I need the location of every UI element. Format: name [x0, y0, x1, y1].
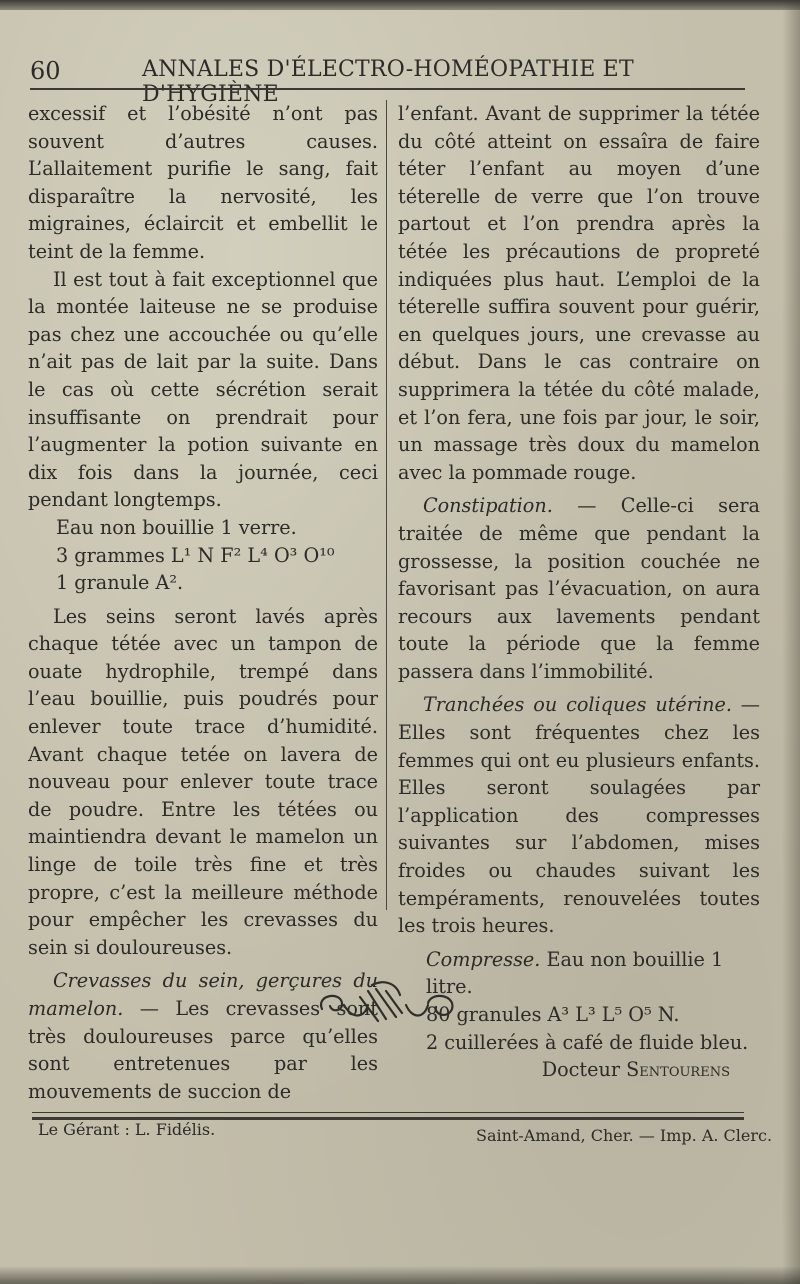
footer-rule: [32, 1112, 744, 1113]
signature: Docteur Sentourens: [541, 1058, 730, 1082]
page-top-shadow: [0, 0, 800, 10]
recipe-line: Eau non bouillie 1 verre.: [56, 515, 297, 539]
left-paragraph-2: Il est tout à fait exceptionnel que la montée laiteuse ne se produise pas chez une accouchée ou qu’elle n’ait pas de lait par la suite. Dans le cas où cette sécrétion serait insuffisante on prendrait pour l’augmenter la potion suivante en dix fois dans la journée, ceci pendant longtemps.: [28, 267, 378, 512]
publication-manager: Le Gérant : L. Fidélis.: [38, 1120, 216, 1139]
recipe-line: 80 granules A³ L³ L⁵ O⁵ N.: [426, 1003, 680, 1026]
page-number: 60: [30, 57, 61, 85]
page-right-shadow: [782, 0, 800, 1284]
right-paragraph-2: [398, 492, 760, 685]
recipe-title: Compresse.: [426, 947, 541, 971]
section-title-tranchees: Tranchées ou coliques utérine.: [422, 693, 732, 717]
right-paragraph-1: l’enfant. Avant de supprimer la tétée du côté atteint on essaîra de faire téter l’enfant au moyen d’une téterelle de verre que l’on trouve partout et l’on prendra après la tétée les précautions de propreté indiquées plus haut. L’emploi de la téterelle suffira souvent pour guérir, en quelques jours, une crevasse au début. Dans le cas contraire on supprimera la tétée du côté malade, et l’on fera, une fois par jour, le soir, un massage très doux du mamelon avec la pommade rouge.: [398, 102, 760, 484]
section-text: — Celle-ci sera traitée de même que pendant la grossesse, la position couchée ne favorisant pas l’évacuation, on aura recours aux lavements pendant toute la période que la femme passera dans l’immobilité.: [398, 494, 760, 683]
running-title: ANNALES D'ÉLECTRO-HOMÉOPATHIE ET D'HYGIÈNE: [142, 57, 634, 107]
right-column: [398, 100, 760, 1084]
lactation-recipe: [28, 514, 378, 597]
recipe-line: 3 grammes L¹ N F² L⁴ O³ O¹⁰: [56, 543, 335, 567]
section-text: — Elles sont fréquentes chez les femmes qui ont eu plusieurs enfants. Elles seront soulagées par l’application des compresses suivantes sur l’abdomen, mises froides ou chaudes suivant les tempéraments, renouvelées toutes les trois heures.: [398, 693, 760, 938]
recipe-line: 2 cuillerées à café de fluide bleu.: [426, 1030, 749, 1054]
page-bottom-shadow: [0, 1266, 800, 1284]
recipe-line: 1 granule A².: [56, 571, 184, 595]
decorative-ornament: [312, 975, 462, 1035]
printer-imprint: Saint-Amand, Cher. — Imp. A. Clerc.: [476, 1126, 773, 1145]
left-paragraph-1: excessif et l’obésité n’ont pas souvent d’autres causes. L’allaitement purifie le sang, fait disparaître la nervosité, les migraines, éclaircit et embellit le teint de la femme.: [28, 102, 378, 263]
column-divider: [386, 100, 387, 910]
right-paragraph-3: [398, 691, 760, 939]
recipe-text: Eau non bouillie 1 litre.: [426, 947, 724, 999]
left-column: [28, 100, 378, 1105]
left-paragraph-3: Les seins seront lavés après chaque tétée avec un tampon de ouate hydrophile, trempé dans l’eau bouillie, puis poudrés pour enlever toute trace d’humidité. Avant chaque tetée on lavera de nouveau pour enlever toute trace de poudre. Entre les tétées ou maintiendra devant le mamelon un linge de toile très fine et très propre, c’est la meilleure méthode pour empêcher les crevasses du sein si douloureuses.: [28, 604, 378, 959]
section-title-constipation: Constipation.: [422, 494, 553, 518]
author-name: Sentourens: [626, 1058, 730, 1082]
section-title-crevasses: Crevasses du sein, gerçures du mamelon.: [28, 969, 378, 1020]
recipe-line: [426, 946, 760, 1001]
header-rule: [30, 88, 745, 90]
section-text: — Les crevasses sont très douloureuses parce qu’elles sont entretenues par les mouvements de succion de: [28, 997, 378, 1103]
